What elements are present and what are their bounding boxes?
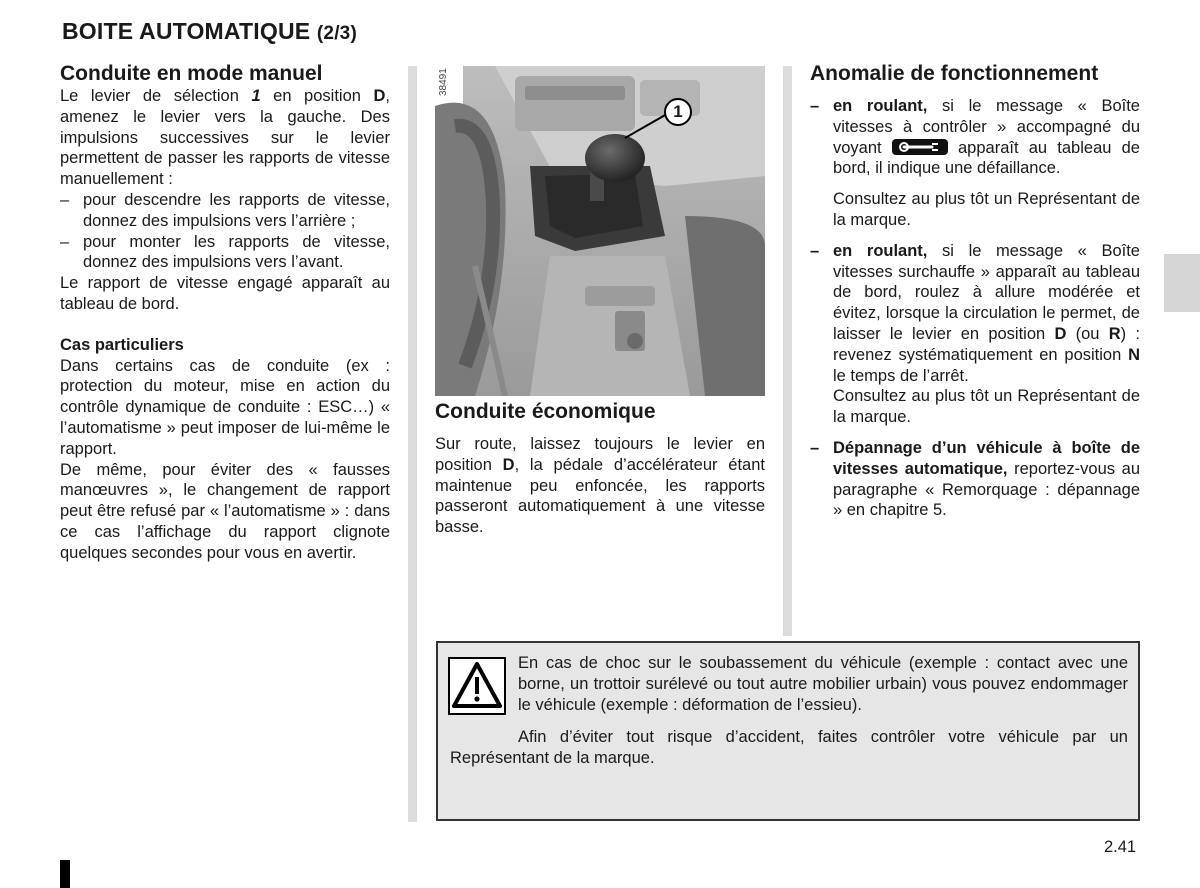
page-title	[62, 18, 357, 45]
warning-text-1: En cas de choc sur le soubassement du véhicule (exemple : contact avec une borne, un trottoir surélevé ou tout autre mobilier urbain) vous pouvez endommager le véhicule (exemple : déformation de l’essieu).	[518, 654, 1128, 714]
manual-mode-heading: Conduite en mode manuel	[60, 62, 323, 85]
malfunction-note-2: Consultez au plus tôt un Représentant de la marque.	[833, 387, 1140, 427]
title-part: (2/3)	[316, 23, 357, 44]
column-divider-right	[783, 66, 792, 636]
warning-triangle-icon	[448, 657, 506, 715]
manual-mode-section	[60, 62, 390, 564]
economic-driving-section	[435, 400, 765, 538]
callout-label: 1	[673, 102, 683, 121]
special-cases-heading: Cas particuliers	[60, 335, 184, 354]
warning-text-2: Afin d’éviter tout risque d’accident, faites contrôler votre véhicule par un Représentant de la marque.	[450, 728, 1128, 767]
list-item: – pour monter les rapports de vitesse, donnez des impulsions vers l’avant.	[60, 232, 390, 272]
title-text: BOITE AUTOMATIQUE	[62, 18, 311, 44]
malfunction-note-1: Consultez au plus tôt un Représentant de la marque.	[833, 190, 1140, 229]
manual-intro: Le levier de sélection 1 en position D, amenez le levier vers la gauche. Des impulsions successives sur le levier permettent de passer les rapports de vitesse manuellement :	[60, 87, 390, 189]
page-number: 2.41	[1104, 838, 1137, 856]
special-cases-text-2: De même, pour éviter des « fausses manœuvres », le changement de rapport peut être refusé par « l’automatisme » : dans ce cas l’affichage du rapport clignote quelques secondes pour vous en avertir.	[60, 460, 390, 562]
gear-lever-photo	[435, 66, 765, 396]
malfunction-section	[810, 62, 1140, 521]
photo-reference: 38491	[438, 68, 449, 96]
list-item: – en roulant, si le message « Boîte vitesses à contrôler » accompagné du voyant apparaît au tableau de bord, il indique une défaillance.	[810, 97, 1140, 178]
special-cases-text: Dans certains cas de conduite (ex : protection du moteur, mise en action du contrôle dynamique de conduite : ESC…) « l’automatisme » peut imposer de lui-même le rapport.	[60, 356, 390, 458]
economic-driving-heading: Conduite économique	[435, 400, 656, 423]
corner-marker	[60, 860, 70, 888]
wrench-warning-icon	[892, 139, 948, 155]
warning-box	[436, 641, 1140, 821]
chapter-tab	[1164, 254, 1200, 312]
list-item: – Dépannage d’un véhicule à boîte de vitesses automatique, reportez-vous au paragraphe « Remorquage : dépannage » en chapitre 5.	[810, 438, 1140, 520]
malfunction-heading: Anomalie de fonctionnement	[810, 62, 1099, 85]
economic-driving-text: Sur route, laissez toujours le levier en position D, la pédale d’accélérateur étant maintenue peu enfoncée, les rapports passeront automatiquement à une vitesse basse.	[435, 435, 765, 537]
column-divider-left	[408, 66, 417, 822]
list-item: – en roulant, si le message « Boîte vitesses surchauffe » apparaît au tableau de bord, roulez à allure modérée et évitez, lorsque la circulation le permet, de laisser le levier en position D (ou R) : revenez systématiquement en position N le temps de l’arrêt.	[810, 241, 1140, 385]
manual-outro: Le rapport de vitesse engagé apparaît au tableau de bord.	[60, 274, 390, 313]
list-item: – pour descendre les rapports de vitesse, donnez des impulsions vers l’arrière ;	[60, 190, 390, 230]
